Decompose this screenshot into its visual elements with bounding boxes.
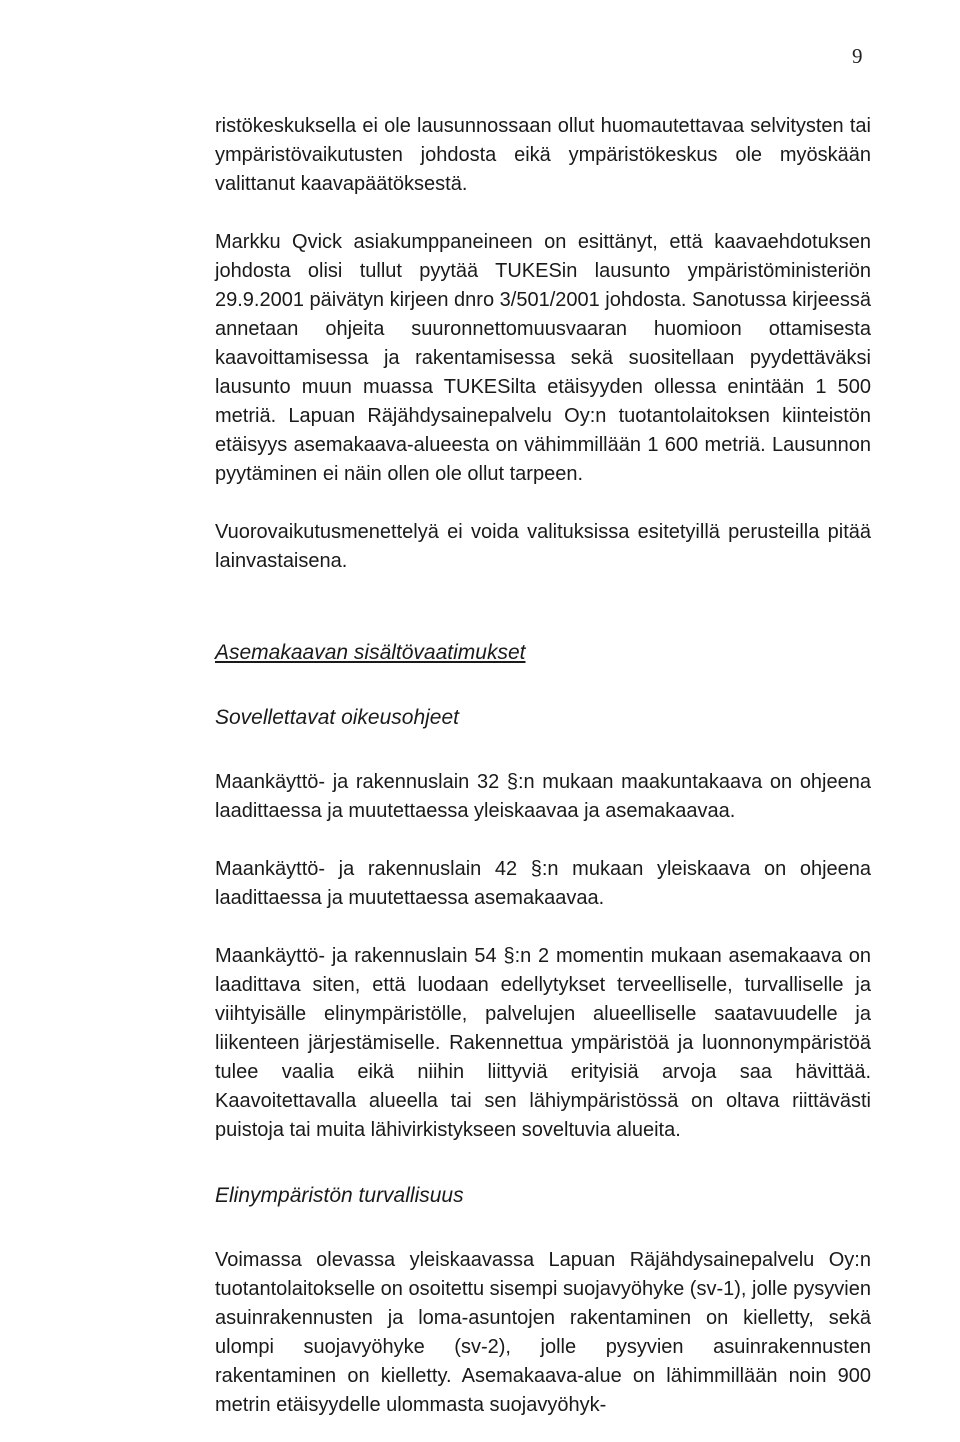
document-body [215,112,871,1420]
paragraph-mrl-42: Maankäyttö- ja rakennuslain 42 §:n mukaan yleiskaava on ohjeena laadittaessa ja muutettaessa asemakaavaa. [215,858,871,909]
subheading-turvallisuus: Elinympäristön turvallisuus [215,1184,464,1207]
paragraph-vuorovaikutus: Vuorovaikutusmenettelyä ei voida valituksissa esitetyillä perusteilla pitää lainvastaisena. [215,521,871,572]
paragraph-mrl-54: Maankäyttö- ja rakennuslain 54 §:n 2 momentin mukaan asemakaava on laadittava siten, että luodaan edellytykset terveelliselle, turvalliselle ja viihtyisälle elinympäristölle, palvelujen alueelliselle saatavuudelle ja liikenteen järjestämiselle. Rakennettua ympäristöä ja luonnonympäristöä tulee vaalia eikä niihin liittyviä erityisiä arvoja saa hävittää. Kaavoitettavalla alueella tai sen lähiympäristössä on oltava riittävästi puistoja tai muita lähivirkistykseen soveltuvia alueita. [215,945,871,1141]
paragraph-ristokeskus: ristökeskuksella ei ole lausunnossaan ollut huomautettavaa selvitysten tai ympäristövaikutusten johdosta eikä ympäristökeskus ole myöskään valittanut kaavapäätöksestä. [215,115,871,195]
page-number: 9 [852,44,863,68]
section-heading-sisaltovaatimukset: Asemakaavan sisältövaatimukset [215,641,526,664]
paragraph-qvick-tukes: Markku Qvick asiakumppaneineen on esittänyt, että kaavaehdotuksen johdosta olisi tullut pyytää TUKESin lausunto ympäristöministeriön 29.9.2001 päivätyn kirjeen dnro 3/501/2001 johdosta. Sanotussa kirjeessä annetaan ohjeita suuronnettomuusvaaran huomioon ottamisesta kaavoittamisessa ja rakentamisessa sekä suositellaan pyydettäväksi lausunto muun muassa TUKESilta etäisyyden ollessa enintään 1 500 metriä. Lapuan Räjähdysainepalvelu Oy:n tuotantolaitoksen kiinteistön etäisyys asemakaava-alueesta on vähimmillään 1 600 metriä. Lausunnon pyytäminen ei näin ollen ole ollut tarpeen. [215,231,872,485]
subheading-oikeusohjeet: Sovellettavat oikeusohjeet [215,706,459,729]
paragraph-mrl-32: Maankäyttö- ja rakennuslain 32 §:n mukaan maakuntakaava on ohjeena laadittaessa ja muutettaessa yleiskaavaa ja asemakaavaa. [215,771,871,822]
paragraph-yleiskaava: Voimassa olevassa yleiskaavassa Lapuan Räjähdysainepalvelu Oy:n tuotantolaitokselle on osoitettu sisempi suojavyöhyke (sv-1), jolle pysyvien asuinrakennusten ja loma-asuntojen rakentaminen on kielletty, sekä ulompi suojavyöhyke (sv-2), jolle pysyvien asuinrakennusten rakentaminen on kielletty. Asemakaava-alue on lähimmillään noin 900 metrin etäisyydelle ulommasta suojavyöhyk- [215,1249,871,1416]
